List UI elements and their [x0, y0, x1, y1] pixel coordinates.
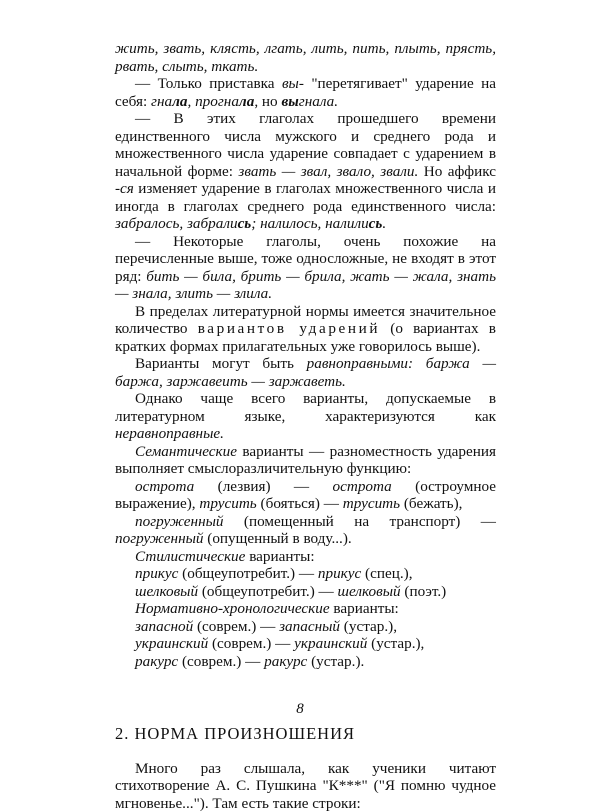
text-run: (соврем.) — [208, 635, 294, 652]
stylistic-variants-heading [115, 548, 496, 566]
example-words: ла, брить — бри [218, 268, 328, 285]
text-run: (помещенный на транспорт) — [223, 513, 496, 530]
example-words: ла, жать — жа [327, 268, 434, 285]
text-run: (опущенный в воду...). [203, 530, 351, 547]
text-run: (устар.), [340, 618, 397, 635]
text-run: "перетягивает" ударение на себя: [115, 75, 496, 110]
example-word: прикус [318, 565, 361, 582]
text-run: — Только приставка [135, 75, 282, 92]
example-words: бить — би [146, 268, 217, 285]
example-word: шелковый [135, 583, 198, 600]
example-words: ; налилось, налили [251, 215, 368, 232]
text-run: (устар.). [307, 653, 364, 670]
example-word: ракурс [135, 653, 178, 670]
text-run: В пределах литературной нормы имеется значительное количество [115, 303, 496, 338]
example-words: ла. [254, 285, 272, 302]
pushkin-paragraph: Много раз слышала, как ученики читают стихотворение А. С. Пушкина "К***" ("Я помню чудное мгновенье..."). Там есть такие строки: [115, 760, 496, 812]
verb-list-text: жить, звать, клясть, лгать, лить, пить, плыть, прясть, рвать, слыть, ткать. [115, 40, 496, 75]
text-run: (бояться) — [257, 495, 343, 512]
text-run: (бежать), [400, 495, 462, 512]
chronological-example-2 [115, 635, 496, 653]
example-word: прикус [135, 565, 178, 582]
semantic-examples-1 [115, 478, 496, 513]
text-run: Но аффикс [418, 163, 496, 180]
text-run: Однако чаще всего варианты, допускаемые в литературном языке, характеризуются как [115, 390, 496, 425]
example-word: острота [135, 478, 194, 495]
example-word: запасной [135, 618, 193, 635]
equal-variants-paragraph [115, 355, 496, 390]
example-word: трусить [199, 495, 256, 512]
stylistic-example-2 [115, 583, 496, 601]
past-tense-paragraph [115, 110, 496, 233]
text-run: (поэт.) [401, 583, 447, 600]
example-words: ла, злить — зли [153, 285, 254, 302]
text-run: — Некоторые глаголы, очень похожие на перечисленные выше, тоже односложные, не входят в этот ряд: [115, 233, 496, 285]
prefix-term: вы- [282, 75, 304, 92]
text-run: (о вариантах в кратких формах прилагательных уже говорилось выше). [115, 320, 496, 355]
affix-term: -ся [115, 180, 134, 197]
text-run: Варианты могут быть [135, 355, 307, 372]
chronological-example-3 [115, 653, 496, 671]
term: неравноправные. [115, 425, 224, 442]
example-word: прогна [195, 93, 239, 110]
body-text [115, 40, 496, 812]
text-run: (общеупотребит.) — [198, 583, 338, 600]
text-run: (спец.), [361, 565, 412, 582]
example-word: ракурс [264, 653, 307, 670]
text-run: варианты: [245, 548, 314, 565]
stressed-syllable: вы [281, 93, 298, 110]
example-word: шелковый [338, 583, 401, 600]
page-number: 8 [0, 701, 600, 718]
chronological-example-1 [115, 618, 496, 636]
example-words: звать — звал, звало, звали. [238, 163, 418, 180]
text-run: варианты: [330, 600, 399, 617]
example-word: гна [151, 93, 172, 110]
text-run: (соврем.) — [193, 618, 279, 635]
term: Стилистические [135, 548, 245, 565]
unequal-variants-paragraph [115, 390, 496, 443]
example-word: острота [333, 478, 392, 495]
example-word: запасный [279, 618, 340, 635]
semantic-variants-paragraph [115, 443, 496, 478]
text-run: (общеупотребит.) — [178, 565, 318, 582]
example-words: забралось, забрали [115, 215, 238, 232]
stressed-syllable: ла [239, 93, 254, 110]
section-heading: 2. НОРМА ПРОИЗНОШЕНИЯ [115, 725, 496, 743]
text-run: , но [254, 93, 281, 110]
stressed-syllable: сь [369, 215, 383, 232]
text-run: (лезвия) — [194, 478, 332, 495]
example-words: ла, знать — зна [115, 268, 496, 303]
stressed-syllable: ла [172, 93, 187, 110]
stylistic-example-1 [115, 565, 496, 583]
prefix-vy-paragraph [115, 75, 496, 110]
example-word: трусить [343, 495, 400, 512]
example-words: равноправными: баржа — баржа, заржавеить — заржаветь. [115, 355, 496, 390]
term: Нормативно-хронологические [135, 600, 330, 617]
exceptions-paragraph [115, 233, 496, 303]
text-run: варианты — разноместность ударения выполняет смыслоразличительную функцию: [115, 443, 496, 478]
spaced-term: вариантов ударений [198, 320, 380, 337]
example-word: гнала. [299, 93, 338, 110]
text-run: . [382, 215, 386, 232]
semantic-examples-2 [115, 513, 496, 548]
example-word: украинский [135, 635, 208, 652]
text-run: изменяет ударение в глаголах множественного числа и иногда в глаголах среднего рода единственного числа: [115, 180, 496, 215]
term: Семантические [135, 443, 237, 460]
text-run: , [187, 93, 195, 110]
text-run: — В этих глаголах прошедшего времени единственного числа мужского и среднего рода и множественного числа ударение совпадает с ударением в начальной форме: [115, 110, 496, 180]
variants-intro-paragraph [115, 303, 496, 356]
chronological-variants-heading [115, 600, 496, 618]
text-run: (соврем.) — [178, 653, 264, 670]
text-run: (устар.), [367, 635, 424, 652]
example-word: погруженный [115, 530, 203, 547]
stressed-syllable: сь [238, 215, 252, 232]
example-word: украинский [294, 635, 367, 652]
text-run: (остроумное выражение), [115, 478, 496, 513]
example-word: погруженный [135, 513, 223, 530]
verb-list [115, 40, 496, 75]
